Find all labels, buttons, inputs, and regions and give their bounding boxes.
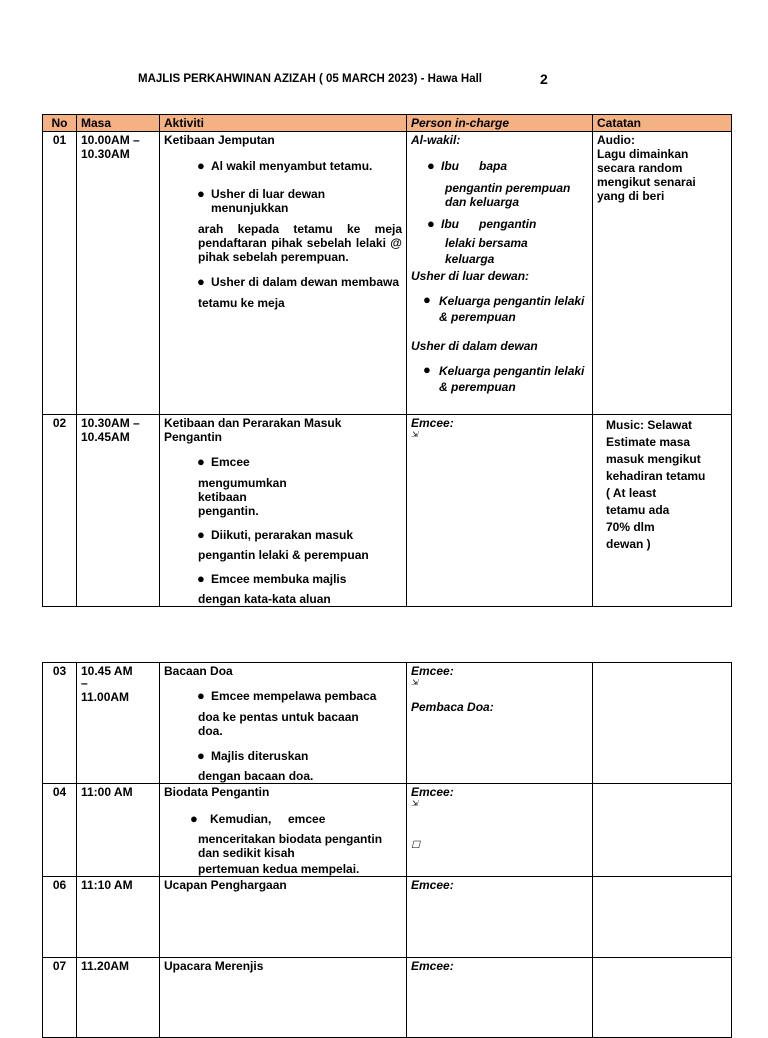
list-item-continuation: pengantin lelaki & perempuan (198, 548, 369, 562)
list-item-continuation: lelaki bersama (445, 236, 528, 250)
schedule-table-2 (42, 662, 732, 1038)
row-aktiviti (160, 415, 407, 607)
pic-label: Emcee: (411, 664, 454, 678)
bullet-icon: ● (190, 811, 198, 826)
pic-label: Usher di dalam dewan (411, 339, 538, 353)
masa-line: 11.20AM (81, 959, 130, 973)
pic-label: Emcee: (411, 785, 454, 799)
catatan-line: 70% dlm (606, 520, 655, 534)
bullet-icon: ● (197, 158, 205, 173)
masa-line: 10.30AM – (81, 416, 140, 430)
row-catatan (593, 784, 732, 877)
masa-line: 10.45AM (81, 430, 130, 444)
list-item-continuation: mengumumkan ketibaan pengantin. (198, 476, 287, 518)
row-catatan (593, 132, 732, 415)
row-masa (77, 415, 160, 607)
list-item: ● Usher di luar dewan menunjukkan (197, 186, 326, 215)
list-item-continuation: tetamu ke meja (198, 296, 285, 310)
catatan-line: kehadiran tetamu (606, 469, 706, 483)
list-item: ● Keluarga pengantin lelaki & perempuan (423, 292, 585, 324)
document-title: MAJLIS PERKAHWINAN AZIZAH ( 05 MARCH 2023) - Hawa Hall (138, 73, 482, 85)
table-row (43, 784, 732, 877)
page-number: 2 (540, 71, 548, 87)
row-no: 01 (43, 132, 77, 415)
table-row (43, 132, 732, 415)
bullet-icon: ● (197, 527, 205, 542)
pic-label: Al-wakil: (411, 133, 461, 147)
table-header-row (43, 115, 732, 132)
aktiviti-title: Ketibaan dan Perarakan Masuk Pengantin (164, 416, 342, 444)
pic-label: Emcee: (411, 416, 454, 430)
row-aktiviti (160, 784, 407, 877)
masa-line: 11.00AM (81, 690, 130, 704)
bullet-icon: ● (197, 274, 205, 289)
schedule-table-1 (42, 114, 732, 607)
list-item-continuation: pertemuan kedua mempelai. (198, 862, 360, 876)
row-masa (77, 132, 160, 415)
list-item: ● Ibu pengantin (427, 216, 537, 231)
masa-line: 10.45 AM (81, 664, 133, 678)
row-no: 03 (43, 663, 77, 784)
bullet-icon: ● (197, 571, 205, 586)
table-row (43, 958, 732, 1038)
list-item: ● Ibu bapa (427, 158, 508, 173)
bullet-icon: ● (427, 158, 435, 173)
row-catatan (593, 877, 732, 958)
list-item-continuation: menceritakan biodata pengantin dan sedikit kisah (198, 832, 383, 860)
list-item: ● Usher di dalam dewan membawa (197, 274, 400, 289)
bullet-icon: ● (197, 454, 205, 469)
aktiviti-title: Ketibaan Jemputan (164, 133, 275, 147)
row-person-in-charge (407, 132, 593, 415)
broken-image-icon: ⇲ (411, 678, 418, 687)
row-person-in-charge (407, 784, 593, 877)
row-masa (77, 784, 160, 877)
col-header-no: No (43, 115, 77, 132)
list-item: ● Al wakil menyambut tetamu. (197, 158, 373, 173)
row-no: 06 (43, 877, 77, 958)
catatan-line: tetamu ada (606, 503, 670, 517)
list-item-continuation: dengan bacaan doa. (198, 769, 314, 783)
row-aktiviti (160, 877, 407, 958)
row-person-in-charge (407, 415, 593, 607)
masa-line: – (81, 676, 88, 690)
list-item-continuation: arah kepada tetamu ke meja pendaftaran pihak sebelah lelaki @ pihak sebelah perempuan. (198, 222, 402, 264)
pic-label: Emcee: (411, 878, 454, 892)
row-catatan (593, 415, 732, 607)
list-item: ● Emcee (197, 454, 250, 469)
row-person-in-charge (407, 877, 593, 958)
catatan-line: Estimate masa (606, 435, 691, 449)
list-item: ● Kemudian, emcee (190, 811, 326, 826)
bullet-icon: ● (423, 362, 431, 377)
broken-image-icon: ⇲ (411, 430, 418, 439)
table-row (43, 415, 732, 607)
list-item: ● Emcee membuka majlis (197, 571, 347, 586)
pic-label: Emcee: (411, 959, 454, 973)
col-header-catatan: Catatan (593, 115, 732, 132)
catatan-line: ( At least (606, 486, 657, 500)
pic-label: Usher di luar dewan: (411, 269, 530, 283)
list-item: ● Diikuti, perarakan masuk (197, 527, 354, 542)
masa-line: 11:10 AM (81, 878, 133, 892)
aktiviti-title: Upacara Merenjis (164, 959, 264, 973)
masa-line: 10.00AM – (81, 133, 140, 147)
masa-line: 10.30AM (81, 147, 130, 161)
list-item: ● Keluarga pengantin lelaki & perempuan (423, 362, 585, 394)
row-catatan (593, 663, 732, 784)
list-item: ● Emcee mempelawa pembaca (197, 688, 377, 703)
table-row (43, 877, 732, 958)
list-item-continuation: dengan kata-kata aluan (198, 592, 331, 606)
row-masa (77, 663, 160, 784)
bullet-icon: ● (423, 292, 431, 307)
row-masa (77, 877, 160, 958)
list-item-continuation: doa ke pentas untuk bacaan doa. (198, 710, 359, 738)
bullet-icon: ● (197, 748, 205, 763)
row-person-in-charge (407, 958, 593, 1038)
checkbox-glyph-icon: ☐ (411, 840, 420, 851)
row-no: 04 (43, 784, 77, 877)
catatan-line: Music: Selawat (606, 418, 693, 432)
row-person-in-charge (407, 663, 593, 784)
row-aktiviti (160, 958, 407, 1038)
col-header-person-in-charge: Person in-charge (407, 115, 593, 132)
col-header-masa: Masa (77, 115, 160, 132)
table-row (43, 663, 732, 784)
aktiviti-title: Ucapan Penghargaan (164, 878, 287, 892)
catatan-line: masuk mengikut (606, 452, 701, 466)
row-catatan (593, 958, 732, 1038)
aktiviti-title: Bacaan Doa (164, 664, 233, 678)
aktiviti-title: Biodata Pengantin (164, 785, 270, 799)
bullet-icon: ● (427, 216, 435, 231)
broken-image-icon: ⇲ (411, 799, 418, 808)
row-no: 07 (43, 958, 77, 1038)
catatan-line: dewan ) (606, 537, 651, 551)
row-masa (77, 958, 160, 1038)
bullet-icon: ● (197, 688, 205, 703)
col-header-aktiviti: Aktiviti (160, 115, 407, 132)
masa-line: 11:00 AM (81, 785, 133, 799)
row-aktiviti (160, 132, 407, 415)
list-item-continuation: pengantin perempuan dan keluarga (445, 181, 571, 209)
bullet-icon: ● (197, 186, 205, 201)
list-item: ● Majlis diteruskan (197, 748, 309, 763)
pic-label: Pembaca Doa: (411, 700, 494, 714)
list-item-continuation: keluarga (445, 252, 495, 266)
catatan-line: Audio: (597, 133, 635, 147)
catatan-line: Lagu dimainkan secara random mengikut senarai yang di beri (597, 147, 696, 203)
row-aktiviti (160, 663, 407, 784)
row-no: 02 (43, 415, 77, 607)
